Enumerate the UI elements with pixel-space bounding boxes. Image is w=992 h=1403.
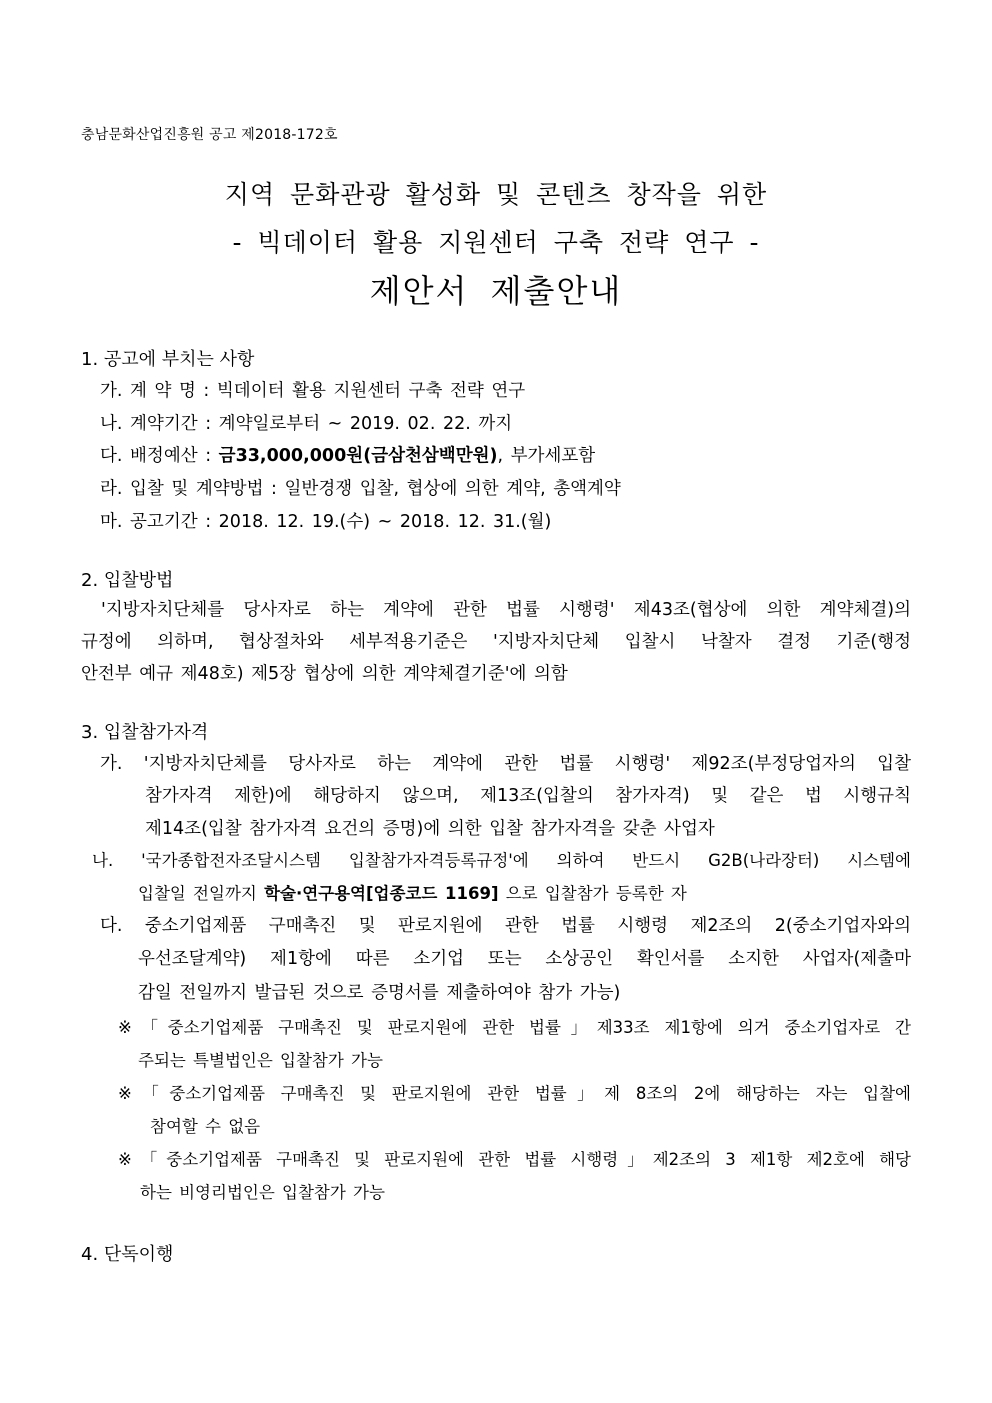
notice-number: 충남문화산업진흥원 공고 제2018-172호 — [81, 127, 338, 143]
eligibility-a — [100, 750, 911, 775]
notice-period: 마. 공고기간 : 2018. 12. 19.(수) ~ 2018. 12. 31.(월) — [100, 512, 552, 532]
text-line: 참여할 수 없음 — [150, 1117, 261, 1136]
text-line: 입찰일 전일까지 — [138, 884, 265, 903]
text-line: '지방자치단체를 당사자로 하는 계약에 관한 법률 시행령' 제43조(협상에 의한 계약체결)의 — [101, 600, 911, 620]
budget-note: , 부가세포함 — [497, 446, 596, 466]
note-3 — [118, 1146, 911, 1170]
text-line: 안전부 예규 제48호) 제5장 협상에 의한 계약체결기준'에 의함 — [81, 664, 568, 684]
text-line: 규정에 의하며, 협상절차와 세부적용기준은 '지방자치단체 입찰시 낙찰자 결정 기준(행정 — [81, 632, 911, 652]
text-line: ※「중소기업제품 구매촉진 및 판로지원에 관한 법률 시행령」제2조의 3 제1항 제2호에 해당 — [118, 1150, 911, 1169]
text-line: 으로 입찰참가 등록한 자 — [498, 884, 687, 903]
contract-name: 가. 계 약 명 : 빅데이터 활용 지원센터 구축 전략 연구 — [100, 381, 526, 401]
text-line: 가. '지방자치단체를 당사자로 하는 계약에 관한 법률 시행령' 제92조(부정당업자의 입찰 — [100, 754, 911, 774]
budget-amount: 금33,000,000원(금삼천삼백만원) — [218, 446, 498, 466]
text-line: ※「중소기업제품 구매촉진 및 판로지원에 관한 법률」제33조 제1항에 의거 중소기업자로 간 — [118, 1018, 911, 1037]
text-line: 하는 비영리법인은 입찰참가 가능 — [140, 1183, 385, 1202]
eligibility-a — [145, 782, 911, 807]
bid-method-text — [101, 596, 911, 621]
text-line: 감일 전일까지 발급된 것으로 증명서를 제출하여야 참가 가능) — [138, 983, 621, 1003]
eligibility-b-registration — [138, 880, 687, 904]
section-4-heading: 4. 단독이행 — [81, 1244, 174, 1265]
bid-method-text — [81, 628, 911, 653]
title-line-2: - 빅데이터 활용 지원센터 구축 전략 연구 - — [232, 228, 760, 257]
contract-period: 나. 계약기간 : 계약일로부터 ~ 2019. 02. 22. 까지 — [100, 414, 513, 434]
industry-code: 학술·연구용역[업종코드 1169] — [264, 884, 499, 903]
text-line: 다. 중소기업제품 구매촉진 및 판로지원에 관한 법률 시행령 제2조의 2(중소기업자와의 — [100, 916, 911, 936]
text-line: 나. '국가종합전자조달시스템 입찰참가자격등록규정'에 의하여 반드시 G2B(나라장터) 시스템에 — [92, 851, 911, 870]
eligibility-c — [100, 912, 911, 937]
section-2-heading: 2. 입찰방법 — [81, 570, 174, 591]
eligibility-c — [138, 945, 911, 970]
text-line: ※「중소기업제품 구매촉진 및 판로지원에 관한 법률」제 8조의 2에 해당하는 자는 입찰에 — [118, 1084, 911, 1103]
eligibility-b — [92, 847, 911, 871]
budget — [100, 442, 595, 467]
text-line: 주되는 특별법인은 입찰참가 가능 — [138, 1051, 383, 1070]
text-line: 제14조(입찰 참가자격 요건의 증명)에 의한 입찰 참가자격을 갖춘 사업자 — [145, 819, 715, 839]
bid-method: 라. 입찰 및 계약방법 : 일반경쟁 입찰, 협상에 의한 계약, 총액계약 — [100, 479, 621, 499]
note-1 — [118, 1014, 911, 1038]
title-line-1: 지역 문화관광 활성화 및 콘텐츠 창작을 위한 — [224, 180, 768, 209]
section-3-heading: 3. 입찰참가자격 — [81, 722, 209, 743]
text-line: 우선조달계약) 제1항에 따른 소기업 또는 소상공인 확인서를 소지한 사업자(제출마 — [138, 949, 911, 969]
budget-label: 다. 배정예산 : — [100, 446, 219, 466]
section-1-heading: 1. 공고에 부치는 사항 — [81, 349, 255, 370]
note-2 — [118, 1080, 911, 1104]
text-line: 참가자격 제한)에 해당하지 않으며, 제13조(입찰의 참가자격) 및 같은 법 시행규칙 — [145, 786, 911, 806]
document-title: 제안서 제출안내 — [369, 272, 623, 310]
